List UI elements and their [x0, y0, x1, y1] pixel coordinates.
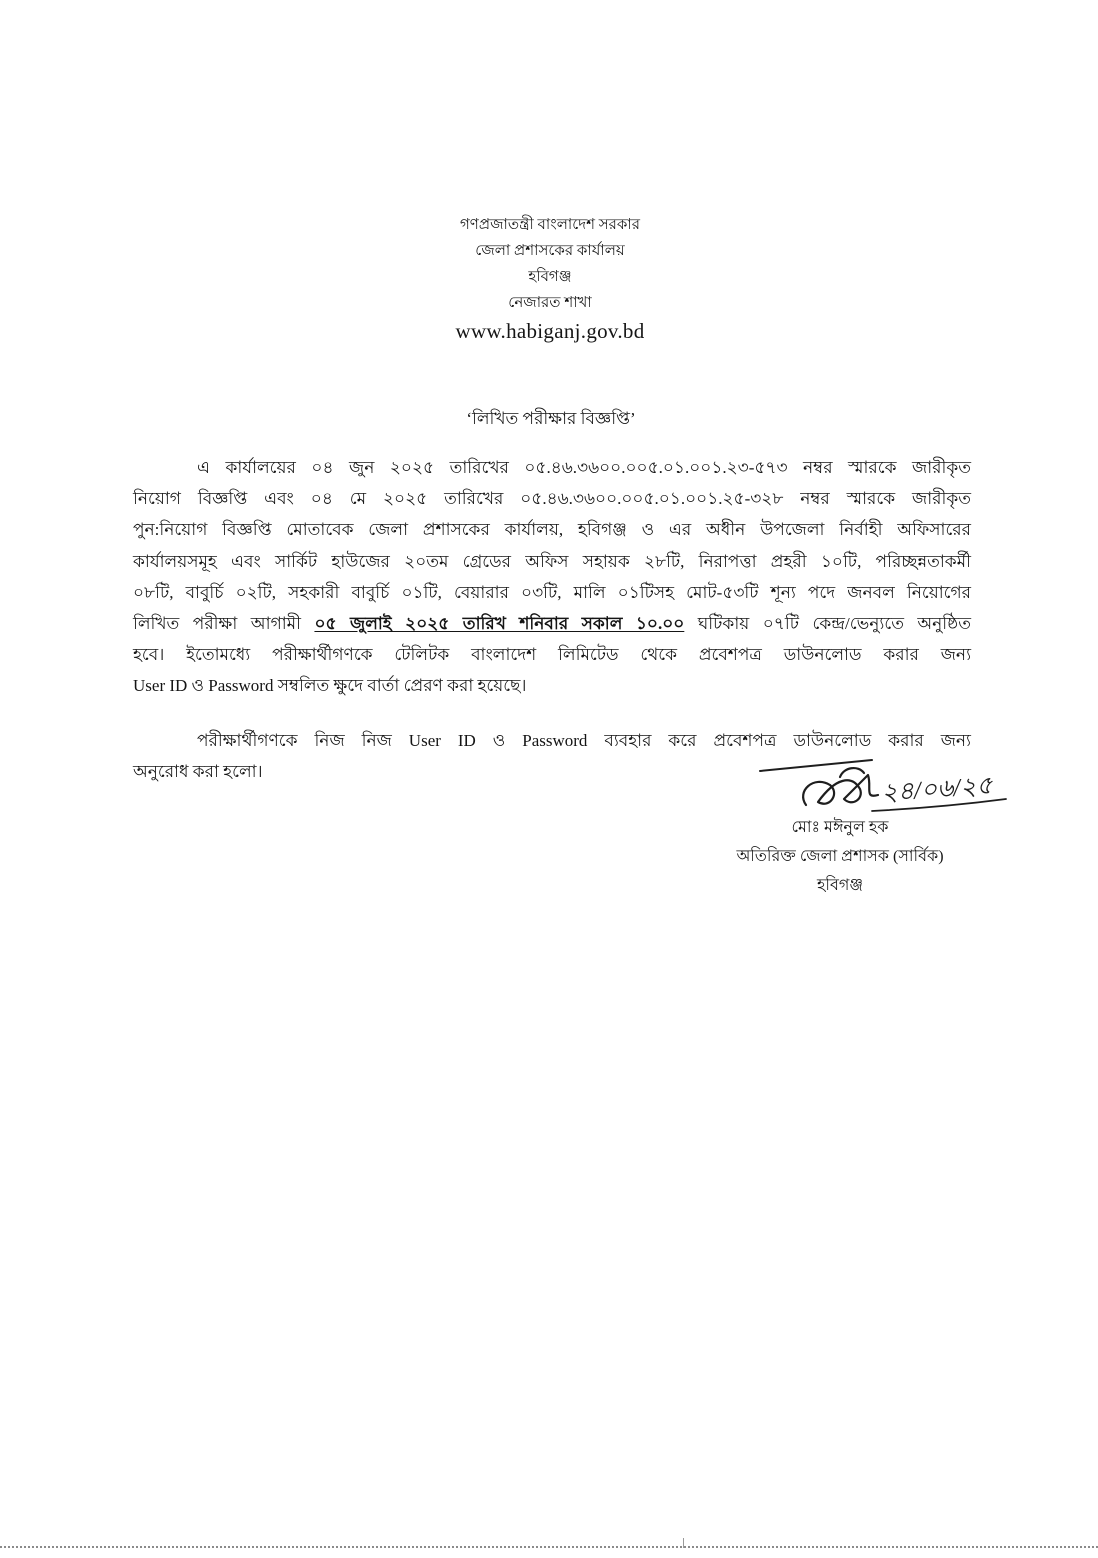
- signatory-designation: অতিরিক্ত জেলা প্রশাসক (সার্বিক): [736, 848, 944, 866]
- paragraph2-line-2: অনুরোধ করা হলো।: [133, 761, 263, 781]
- exam-line-tail: ঘটিকায় ০৭টি কেন্দ্র/ভেন্যুতে অনুষ্ঠিত: [697, 614, 971, 634]
- signature-scribble: [803, 768, 878, 805]
- paragraph1-line-6: [133, 608, 971, 639]
- exam-date-time-emphasis: ০৫ জুলাই ২০২৫ তারিখ শনিবার সকাল ১০.০০: [314, 614, 685, 634]
- paragraph2-line-1: পরীক্ষার্থীগণকে নিজ নিজ User ID ও Password ব্যবহার করে প্রবেশপত্র ডাউনলোড করার জন্য: [197, 730, 971, 750]
- paragraph1-line-8: User ID ও Password সম্বলিত ক্ষুদে বার্তা প্রেরণ করা হয়েছে।: [133, 676, 527, 696]
- paragraph1-line-1: এ কার্যালয়ের ০৪ জুন ২০২৫ তারিখের ০৫.৪৬.৩৬০০.০০৫.০১.০০১.২৩-৫৭৩ নম্বর স্মারকে জারীকৃত: [197, 458, 972, 477]
- scan-edge-tick: [683, 1538, 684, 1548]
- body-paragraph-1: [133, 452, 971, 702]
- signature-handwritten-date: ২৪/০৬/২৫: [880, 772, 994, 808]
- paragraph1-line-7: হবে। ইতোমধ্যে পরীক্ষার্থীগণকে টেলিটক বাংলাদেশ লিমিটেড থেকে প্রবেশপত্র ডাউনলোড করার জন্য: [133, 645, 971, 665]
- exam-line-lead: লিখিত পরীক্ষা আগামী: [133, 614, 301, 634]
- signatory-name: মোঃ মঈনুল হক: [791, 819, 889, 837]
- government-name: গণপ্রজাতন্ত্রী বাংলাদেশ সরকার: [459, 217, 641, 233]
- website-url: www.habiganj.gov.bd: [455, 319, 645, 343]
- signature-lead-stroke: [760, 760, 872, 771]
- paragraph1-line-5: ০৮টি, বাবুর্চি ০২টি, সহকারী বাবুর্চি ০১টি, বেয়ারার ০৩টি, মালি ০১টিসহ মোট-৫৩টি শূন্য পদে জনবল নিয়োগের: [133, 582, 971, 602]
- district-name: হবিগঞ্জ: [528, 269, 572, 285]
- notice-title: ‘লিখিত পরীক্ষার বিজ্ঞপ্তি’: [466, 409, 636, 428]
- paragraph1-line-3: পুন:নিয়োগ বিজ্ঞপ্তি মোতাবেক জেলা প্রশাসকের কার্যালয়, হবিগঞ্জ ও এর অধীন উপজেলা নির্বাহী অফিসারের: [133, 520, 971, 540]
- scan-edge-line: [0, 1546, 1098, 1548]
- section-name: নেজারত শাখা: [508, 295, 592, 311]
- paragraph1-line-2: নিয়োগ বিজ্ঞপ্তি এবং ০৪ মে ২০২৫ তারিখের ০৫.৪৬.৩৬০০.০০৫.০১.০০১.২৫-৩২৮ নম্বর স্মারকে জারীকৃত: [133, 489, 971, 509]
- handwritten-signature: [740, 747, 1020, 819]
- office-name: জেলা প্রশাসকের কার্যালয়: [475, 243, 625, 259]
- paragraph1-line-4: কার্যালয়সমূহ এবং সার্কিট হাউজের ২০তম গ্রেডের অফিস সহায়ক ২৮টি, নিরাপত্তা প্রহরী ১০টি, পরিচ্ছন্নতাকর্মী: [133, 551, 971, 571]
- letterhead: [340, 212, 760, 346]
- signatory-location: হবিগঞ্জ: [816, 877, 864, 895]
- signature-block: [700, 772, 994, 900]
